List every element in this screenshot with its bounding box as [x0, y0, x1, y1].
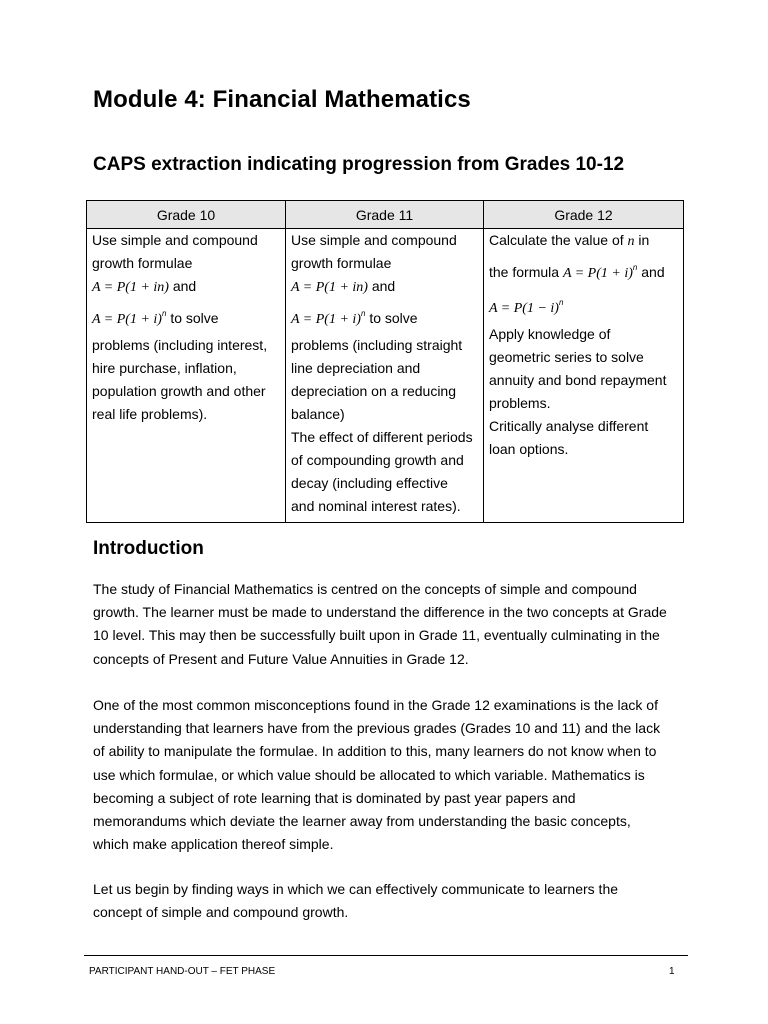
formula-exponent: n	[632, 263, 638, 272]
in-text: in	[638, 232, 650, 248]
the-formula-text: the formula	[489, 264, 560, 280]
page-number: 1	[669, 966, 675, 977]
grade-11-formula-simple	[291, 275, 479, 299]
grade-11-line: and nominal interest rates).	[291, 498, 461, 514]
header-grade-10: Grade 10	[87, 201, 286, 229]
paragraph-line: memorandums which deviate the learner away from understanding the basic concepts,	[93, 813, 631, 830]
grade-11-line: problems (including straight	[291, 337, 463, 353]
paragraph-line: which make application thereof simple.	[93, 836, 334, 853]
grade-10-cell	[87, 229, 286, 523]
paragraph-line: concept of simple and compound growth.	[93, 904, 349, 921]
and-text: and	[371, 278, 396, 294]
to-solve-text: to solve	[170, 310, 219, 326]
paragraph-line: One of the most common misconceptions found in the Grade 12 examinations is the lack of	[93, 697, 658, 713]
paragraph-line: Let us begin by finding ways in which we can effectively communicate to learners the	[93, 881, 619, 897]
compound-depreciation-formula: A = P(1 − i)	[489, 301, 559, 316]
grade-11-line: growth formulae	[291, 255, 392, 271]
introduction-paragraph-3	[93, 878, 693, 924]
grade-11-line: line depreciation and	[291, 360, 421, 376]
grade-11-line: The effect of different periods	[291, 429, 473, 445]
grade-11-formula-compound	[291, 299, 479, 334]
paragraph-line: concepts of Present and Future Value Annuities in Grade 12.	[93, 650, 469, 667]
grade-10-line: population growth and other	[92, 383, 266, 399]
and-text: and	[172, 278, 197, 294]
grade-12-line: loan options.	[489, 441, 569, 457]
to-solve-text: to solve	[369, 310, 418, 326]
grade-10-line: real life problems).	[92, 406, 208, 422]
paragraph-line: understanding that learners have from the previous grades (Grades 10 and 11) and the lack	[93, 720, 661, 737]
introduction-heading: Introduction	[93, 538, 204, 559]
grade-12-line: annuity and bond repayment	[489, 372, 667, 388]
grade-12-line: problems.	[489, 395, 551, 411]
paragraph-line: The study of Financial Mathematics is centred on the concepts of simple and compound	[93, 581, 637, 597]
grade-11-line: Use simple and compound	[291, 232, 457, 248]
grade-11-cell	[286, 229, 484, 523]
simple-interest-formula: A = P(1 + in)	[291, 280, 368, 295]
compound-interest-formula: A = P(1 + i)	[92, 312, 162, 327]
grade-11-line: depreciation on a reducing	[291, 383, 457, 399]
simple-interest-formula: A = P(1 + in)	[92, 280, 169, 295]
and-text: and	[641, 264, 665, 280]
grade-10-formula-compound	[92, 299, 281, 334]
grade-10-formula-simple	[92, 275, 281, 299]
paragraph-line: growth. The learner must be made to understand the difference in the two concepts at Grade	[93, 604, 667, 621]
paragraph-line: 10 level. This may then be successfully built upon in Grade 11, eventually culminating in the	[93, 627, 660, 644]
calculate-text: Calculate the value of	[489, 232, 624, 248]
grade-12-line	[489, 229, 679, 253]
table-content-row	[87, 229, 684, 523]
grade-11-line: decay (including effective	[291, 475, 448, 491]
header-grade-12: Grade 12	[484, 201, 684, 229]
grade-11-line: of compounding growth and	[291, 452, 464, 468]
footer-divider	[84, 955, 688, 956]
formula-exponent: n	[558, 298, 564, 307]
grade-10-line: Use simple and compound	[92, 232, 258, 248]
variable-n: n	[627, 234, 635, 249]
grade-12-line: Apply knowledge of	[489, 326, 611, 342]
introduction-paragraph-1	[93, 578, 693, 671]
paragraph-line: of ability to manipulate the formulae. In addition to this, many learners do not know when to	[93, 743, 657, 760]
compound-interest-formula: A = P(1 + i)	[562, 266, 633, 281]
grade-12-cell	[484, 229, 684, 523]
formula-exponent: n	[161, 309, 167, 318]
caps-heading: CAPS extraction indicating progression from Grades 10-12	[93, 154, 625, 175]
grade-11-line: balance)	[291, 406, 345, 422]
module-title: Module 4: Financial Mathematics	[93, 86, 471, 113]
grade-10-line: problems (including interest,	[92, 337, 268, 353]
formula-exponent: n	[360, 309, 366, 318]
grade-12-line: Critically analyse different	[489, 418, 649, 434]
grade-12-line: geometric series to solve	[489, 349, 644, 365]
header-grade-11: Grade 11	[286, 201, 484, 229]
table-header-row	[87, 201, 684, 229]
grade-10-line: growth formulae	[92, 255, 193, 271]
grade-12-formula-line	[489, 253, 679, 288]
grade-10-line: hire purchase, inflation,	[92, 360, 237, 376]
paragraph-line: use which formulae, or which value should be allocated to which variable. Mathematics is	[93, 766, 645, 783]
compound-interest-formula: A = P(1 + i)	[291, 312, 361, 327]
introduction-paragraph-2	[93, 694, 693, 856]
footer-label: PARTICIPANT HAND-OUT – FET PHASE	[89, 966, 276, 977]
grade-12-depreciation-formula-line	[489, 288, 679, 323]
grades-progression-table	[86, 200, 684, 523]
paragraph-line: becoming a subject of rote learning that is dominated by past year papers and	[93, 789, 576, 806]
